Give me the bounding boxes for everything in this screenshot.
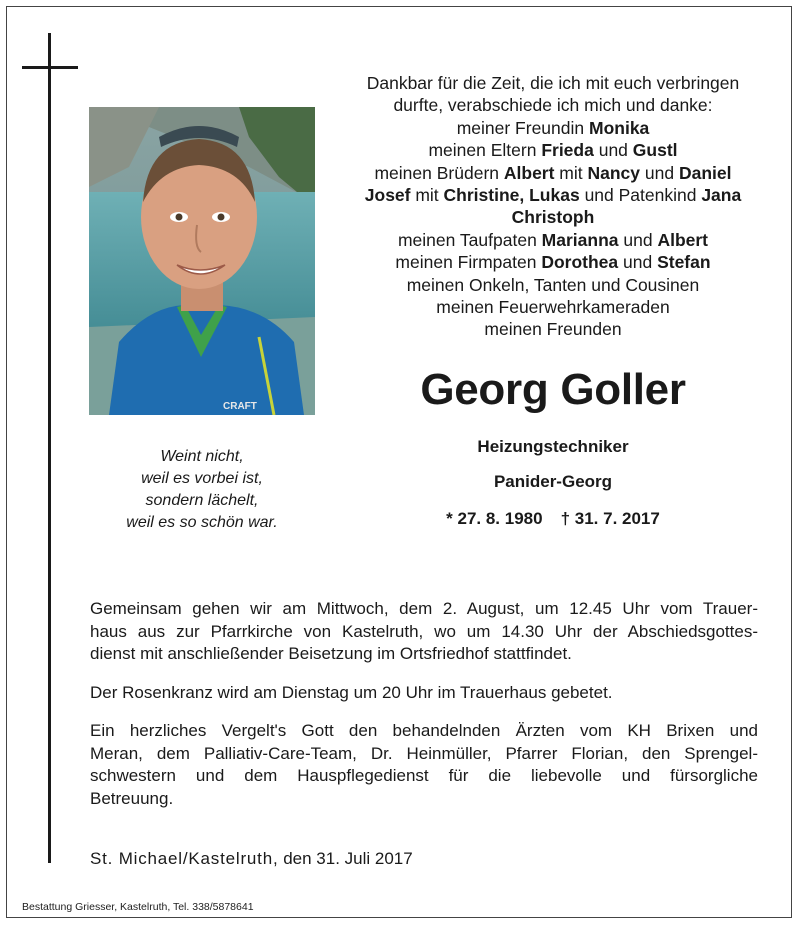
thanks-paragraph: [90, 720, 758, 810]
gratitude-line: Josef mit Christine, Lukas und Patenkind Jana: [364, 185, 742, 206]
gratitude-line: durfte, verabschiede ich mich und danke:: [393, 95, 713, 116]
gratitude-text: [318, 72, 788, 341]
gratitude-line: meinen Brüdern Albert mit Nancy und Daniel: [374, 162, 732, 183]
thanks-line: schwestern und dem Hauspflegedienst für die liebevolle und fürsorgliche: [90, 766, 758, 785]
nickname: Panider-Georg: [493, 472, 613, 491]
shirt-logo: CRAFT: [223, 401, 257, 412]
funeral-line: Gemeinsam gehen wir am Mittwoch, dem 2. August, um 12.45 Uhr vom Trauer-: [90, 599, 758, 618]
gratitude-line: meinen Firmpaten Dorothea und Stefan: [395, 252, 711, 273]
quote-line: weil es so schön war.: [126, 514, 278, 531]
thanks-line: Ein herzliches Vergelt's Gott den behandelnden Ärzten vom KH Brixen und: [90, 721, 758, 740]
quote-line: sondern lächelt,: [145, 492, 259, 509]
gratitude-line: meiner Freundin Monika: [456, 117, 650, 138]
rosary-line: Der Rosenkranz wird am Dienstag um 20 Uhr im Trauerhaus gebetet.: [90, 683, 613, 702]
notice-date: den 31. Juli 2017: [278, 849, 413, 868]
quote: [89, 446, 315, 534]
undertaker-info: Bestattung Griesser, Kastelruth, Tel. 338/5878641: [22, 901, 254, 913]
deceased-name: Georg Goller: [420, 365, 686, 414]
life-dates: [318, 508, 788, 530]
gratitude-line: Christoph: [511, 207, 595, 228]
quote-line: Weint nicht,: [160, 448, 244, 465]
place: St. Michael/Kastelruth,: [90, 849, 279, 868]
thanks-line: Betreuung.: [90, 788, 174, 808]
gratitude-line: Dankbar für die Zeit, die ich mit euch verbringen: [366, 73, 740, 93]
death-date: † 31. 7. 2017: [560, 509, 660, 528]
cross-icon: [48, 33, 51, 863]
quote-line: weil es vorbei ist,: [141, 470, 263, 487]
birth-date: * 27. 8. 1980: [446, 509, 543, 528]
place-date: [90, 848, 413, 870]
funeral-line: haus aus zur Pfarrkirche von Kastelruth, wo um 14.30 Uhr der Abschiedsgottes-: [90, 621, 758, 641]
gratitude-line: meinen Taufpaten Marianna und Albert: [397, 229, 708, 250]
funeral-line: dienst mit anschließender Beisetzung im Ortsfriedhof stattfindet.: [90, 644, 572, 663]
gratitude-line: meinen Freunden: [484, 319, 622, 340]
rosary-paragraph: [90, 682, 758, 705]
funeral-paragraph: [90, 598, 758, 666]
gratitude-line: meinen Onkeln, Tanten und Cousinen: [406, 274, 700, 295]
portrait-photo: [89, 107, 315, 415]
cross-icon-bar: [22, 66, 78, 69]
profession: Heizungstechniker: [477, 437, 629, 456]
thanks-line: Meran, dem Palliativ-Care-Team, Dr. Heinmüller, Pfarrer Florian, den Sprengel-: [90, 743, 758, 763]
gratitude-line: meinen Feuerwehrkameraden: [436, 297, 670, 318]
gratitude-line: meinen Eltern Frieda und Gustl: [428, 140, 678, 161]
